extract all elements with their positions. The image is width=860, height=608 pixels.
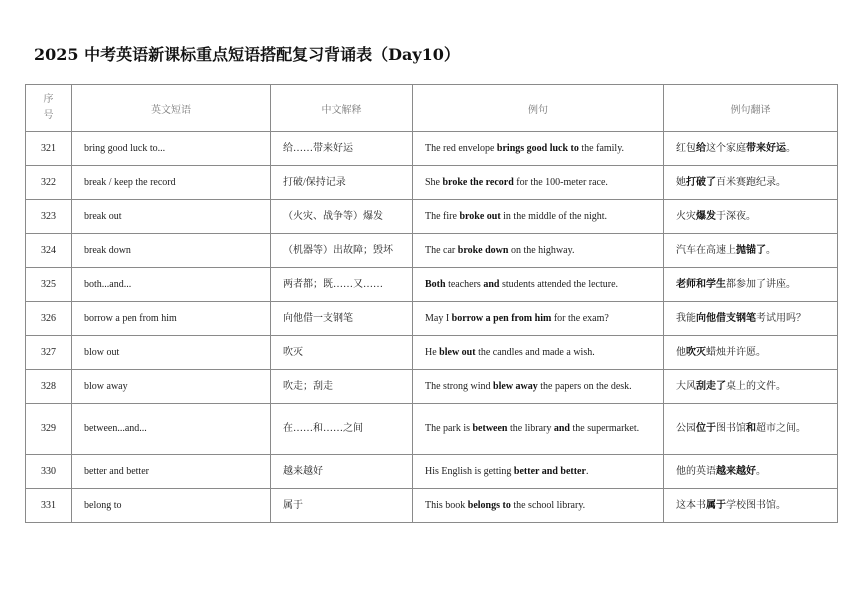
translation-text: 。 bbox=[766, 244, 776, 256]
table-row bbox=[26, 404, 838, 455]
translation-text: 公园 bbox=[676, 423, 696, 434]
table-row bbox=[26, 336, 838, 370]
sentence-text: The car bbox=[425, 244, 458, 256]
example-translation bbox=[664, 268, 838, 302]
highlighted-translation: 打破了 bbox=[686, 176, 716, 188]
english-phrase: break / keep the record bbox=[72, 166, 271, 200]
translation-text: 红包 bbox=[676, 142, 696, 154]
chinese-meaning: 吹灭 bbox=[271, 336, 413, 370]
header-example-translation: 例句翻译 bbox=[664, 85, 838, 132]
sentence-text: for the 100-meter race. bbox=[513, 176, 608, 188]
highlighted-translation: 老师和学生 bbox=[676, 278, 726, 290]
example-sentence bbox=[413, 455, 664, 489]
chinese-meaning: 两者都；既……又…… bbox=[271, 268, 413, 302]
sentence-text: teachers bbox=[445, 278, 484, 290]
translation-text: 大风 bbox=[676, 380, 696, 392]
row-number: 326 bbox=[26, 302, 72, 336]
highlighted-translation: 吹灭 bbox=[686, 346, 706, 358]
highlighted-translation: 抛锚了 bbox=[736, 244, 766, 256]
translation-text: 她 bbox=[676, 176, 686, 188]
highlighted-phrase: broke down bbox=[457, 244, 509, 256]
english-phrase: borrow a pen from him bbox=[72, 302, 271, 336]
table-row bbox=[26, 455, 838, 489]
highlighted-phrase: broke out bbox=[459, 210, 501, 222]
translation-text: 这个家庭 bbox=[706, 142, 746, 154]
example-translation bbox=[664, 302, 838, 336]
example-translation bbox=[664, 166, 838, 200]
translation-text: 考试用吗？ bbox=[756, 312, 806, 324]
chinese-meaning: （火灾、战争等）爆发 bbox=[271, 200, 413, 234]
translation-text: 我能 bbox=[676, 312, 696, 324]
row-number: 331 bbox=[26, 489, 72, 523]
highlighted-translation: 越来越好 bbox=[716, 465, 756, 477]
sentence-text: This book bbox=[425, 499, 468, 511]
chinese-meaning: 在……和……之间 bbox=[271, 404, 413, 455]
english-phrase: between...and... bbox=[72, 404, 271, 455]
highlighted-translation: 带来好运 bbox=[746, 142, 786, 154]
table-row bbox=[26, 132, 838, 166]
example-sentence bbox=[413, 489, 664, 523]
translation-text: 百米赛跑纪录。 bbox=[716, 176, 786, 188]
example-sentence bbox=[413, 336, 664, 370]
table-row bbox=[26, 166, 838, 200]
english-phrase: blow away bbox=[72, 370, 271, 404]
row-number: 325 bbox=[26, 268, 72, 302]
translation-text: 他的英语 bbox=[676, 465, 716, 477]
translation-text: 都参加了讲座。 bbox=[726, 278, 796, 290]
row-number: 323 bbox=[26, 200, 72, 234]
sentence-text: The fire bbox=[425, 210, 460, 222]
chinese-meaning: 向他借一支钢笔 bbox=[271, 302, 413, 336]
sentence-text: The park is bbox=[425, 423, 473, 434]
highlighted-phrase: brings good luck to bbox=[496, 142, 579, 154]
example-sentence bbox=[413, 302, 664, 336]
chinese-meaning: 属于 bbox=[271, 489, 413, 523]
highlighted-phrase: borrow a pen from him bbox=[451, 312, 552, 324]
sentence-text: the supermarket. bbox=[570, 423, 640, 434]
example-translation bbox=[664, 132, 838, 166]
sentence-text: in the middle of the night. bbox=[500, 210, 608, 222]
example-translation bbox=[664, 200, 838, 234]
example-sentence bbox=[413, 166, 664, 200]
page-title: 2025 中考英语新课标重点短语搭配复习背诵表（Day10） bbox=[34, 45, 460, 64]
header-english-phrase: 英文短语 bbox=[72, 85, 271, 132]
sentence-text: the papers on the desk. bbox=[537, 380, 632, 392]
row-number: 329 bbox=[26, 404, 72, 455]
table-row bbox=[26, 489, 838, 523]
phrase-table bbox=[25, 84, 838, 523]
example-translation bbox=[664, 404, 838, 455]
highlighted-phrase: blew out bbox=[439, 346, 476, 358]
example-translation bbox=[664, 370, 838, 404]
highlighted-phrase: blew away bbox=[493, 380, 538, 392]
highlighted-phrase: between bbox=[472, 423, 508, 434]
table-row bbox=[26, 200, 838, 234]
english-phrase: break out bbox=[72, 200, 271, 234]
header-chinese-meaning: 中文解释 bbox=[271, 85, 413, 132]
translation-text: 。 bbox=[786, 142, 796, 154]
translation-text: 图书馆 bbox=[716, 423, 746, 434]
header-example-sentence: 例句 bbox=[413, 85, 664, 132]
sentence-text: the family. bbox=[578, 142, 625, 154]
table-row bbox=[26, 234, 838, 268]
sentence-text: the library bbox=[507, 423, 554, 434]
chinese-meaning: 越来越好 bbox=[271, 455, 413, 489]
highlighted-phrase: and bbox=[483, 278, 500, 290]
english-phrase: bring good luck to... bbox=[72, 132, 271, 166]
row-number: 328 bbox=[26, 370, 72, 404]
english-phrase: blow out bbox=[72, 336, 271, 370]
english-phrase: belong to bbox=[72, 489, 271, 523]
highlighted-translation: 属于 bbox=[706, 499, 726, 511]
table-row bbox=[26, 268, 838, 302]
highlighted-translation: 给 bbox=[696, 142, 706, 154]
translation-text: 这本书 bbox=[676, 499, 706, 511]
row-number: 324 bbox=[26, 234, 72, 268]
example-sentence bbox=[413, 404, 664, 455]
sentence-text: She bbox=[425, 176, 443, 188]
highlighted-translation: 刮走了 bbox=[696, 380, 726, 392]
table-row bbox=[26, 302, 838, 336]
translation-text: 于深夜。 bbox=[716, 210, 756, 222]
chinese-meaning: （机器等）出故障；毁坏 bbox=[271, 234, 413, 268]
highlighted-translation: 位于 bbox=[696, 423, 716, 434]
translation-text: 汽车在高速上 bbox=[676, 244, 736, 256]
sentence-text: students attended the lecture. bbox=[499, 278, 619, 290]
sentence-text: He bbox=[425, 346, 440, 358]
example-sentence bbox=[413, 268, 664, 302]
sentence-text: May I bbox=[425, 312, 452, 324]
sentence-text: on the highway. bbox=[508, 244, 575, 256]
sentence-text: His English is getting bbox=[425, 465, 514, 477]
english-phrase: break down bbox=[72, 234, 271, 268]
table-header-row bbox=[26, 85, 838, 132]
table-row bbox=[26, 370, 838, 404]
sentence-text: The strong wind bbox=[425, 380, 494, 392]
example-sentence bbox=[413, 132, 664, 166]
translation-text: 他 bbox=[676, 346, 686, 358]
translation-text: 。 bbox=[756, 465, 766, 477]
english-phrase: both...and... bbox=[72, 268, 271, 302]
sentence-text: . bbox=[585, 465, 589, 477]
chinese-meaning: 打破/保持记录 bbox=[271, 166, 413, 200]
example-sentence bbox=[413, 370, 664, 404]
highlighted-translation: 和 bbox=[746, 423, 756, 434]
translation-text: 学校图书馆。 bbox=[726, 499, 786, 511]
translation-text: 蜡烛并许愿。 bbox=[706, 346, 766, 358]
row-number: 330 bbox=[26, 455, 72, 489]
example-translation bbox=[664, 489, 838, 523]
translation-text: 超市之间。 bbox=[756, 423, 806, 434]
row-number: 327 bbox=[26, 336, 72, 370]
example-sentence bbox=[413, 200, 664, 234]
header-number: 序号 bbox=[26, 85, 72, 132]
example-translation bbox=[664, 455, 838, 489]
sentence-text: for the exam? bbox=[551, 312, 609, 324]
highlighted-phrase: belongs to bbox=[467, 499, 511, 511]
sentence-text: the candles and made a wish. bbox=[475, 346, 595, 358]
highlighted-translation: 向他借支钢笔 bbox=[696, 312, 756, 324]
translation-text: 火灾 bbox=[676, 210, 696, 222]
highlighted-phrase: better and better bbox=[513, 465, 586, 477]
sentence-text: the school library. bbox=[510, 499, 586, 511]
highlighted-phrase: Both bbox=[425, 278, 446, 290]
highlighted-translation: 爆发 bbox=[696, 210, 716, 222]
chinese-meaning: 给……带来好运 bbox=[271, 132, 413, 166]
row-number: 321 bbox=[26, 132, 72, 166]
chinese-meaning: 吹走；刮走 bbox=[271, 370, 413, 404]
row-number: 322 bbox=[26, 166, 72, 200]
translation-text: 桌上的文件。 bbox=[726, 380, 786, 392]
example-sentence bbox=[413, 234, 664, 268]
table-body bbox=[26, 132, 838, 523]
example-translation bbox=[664, 336, 838, 370]
english-phrase: better and better bbox=[72, 455, 271, 489]
sentence-text: The red envelope bbox=[425, 142, 497, 154]
highlighted-phrase: broke the record bbox=[442, 176, 514, 188]
example-translation bbox=[664, 234, 838, 268]
highlighted-phrase: and bbox=[553, 423, 570, 434]
